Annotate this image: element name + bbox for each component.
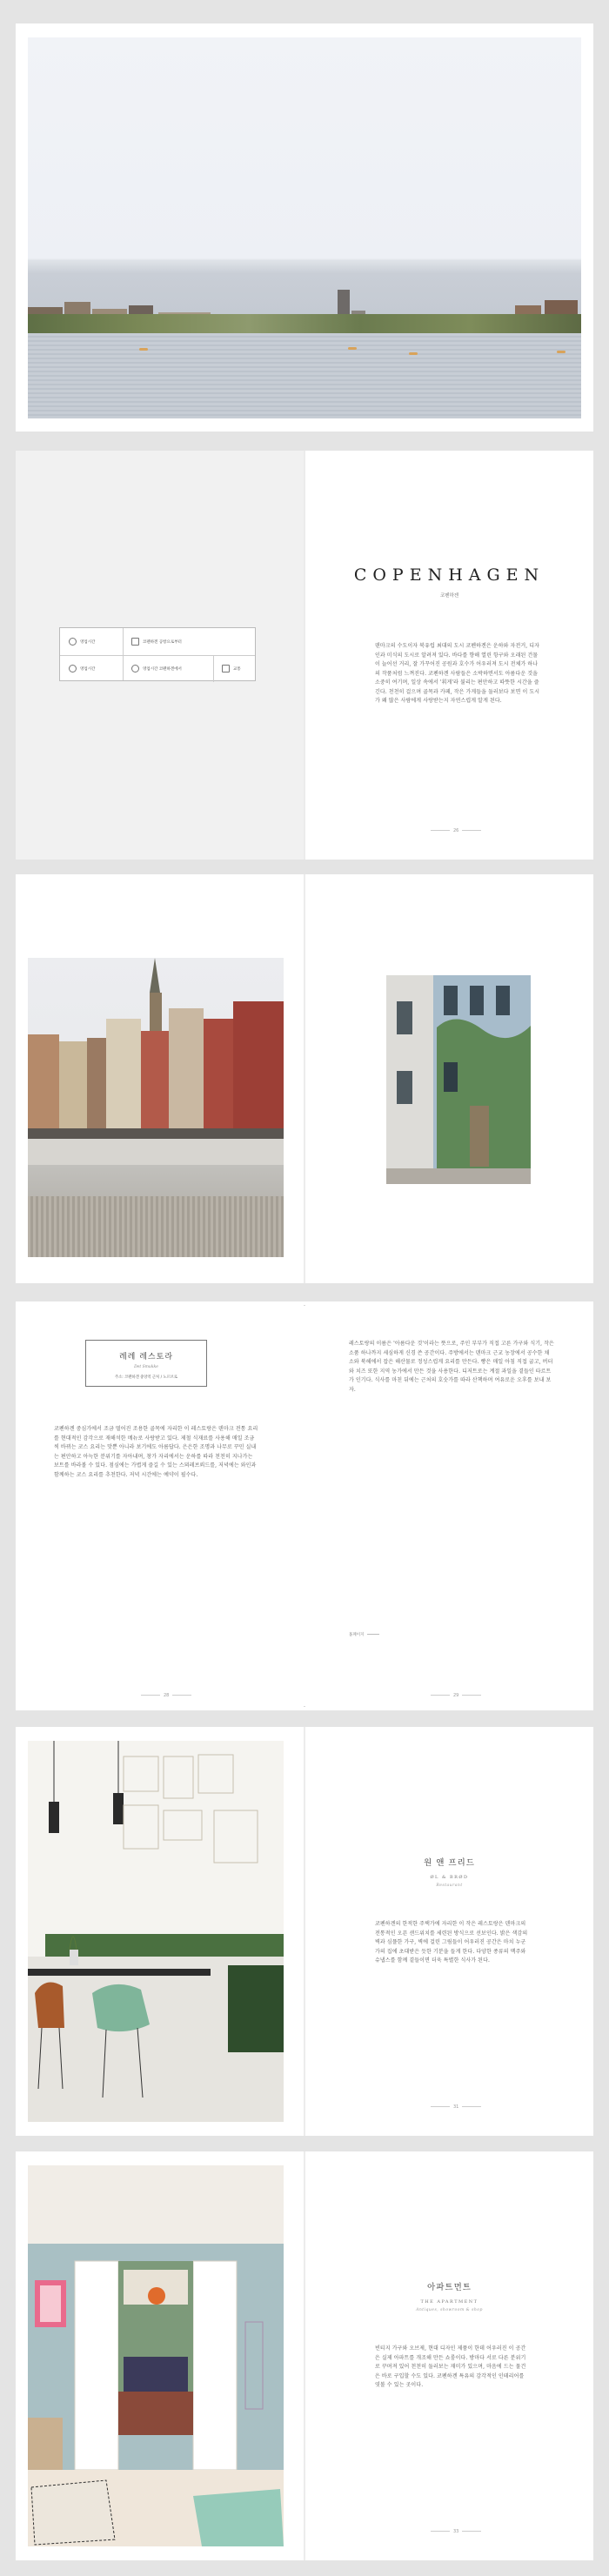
- spread-cafe: [16, 1727, 593, 2136]
- right-page: [305, 1727, 593, 2136]
- left-page: [16, 1727, 304, 2136]
- right-page: [305, 2151, 593, 2560]
- pedal-boat: [348, 347, 357, 350]
- left-page: [16, 1301, 304, 1710]
- legend-item: 교통: [213, 655, 257, 682]
- legend-item: 영업시간 코펜하겐에서: [123, 655, 213, 682]
- cafe-category: Restaurant: [436, 1883, 463, 1888]
- cafe-interior-photo: [28, 1741, 284, 2122]
- restaurant-title-en: Det Smukke: [134, 1365, 158, 1369]
- spread-apartment: [16, 2151, 593, 2560]
- copenhagen-lake-photo: [28, 37, 581, 418]
- pedal-boat: [409, 352, 418, 355]
- restaurant-title-box: [85, 1340, 207, 1387]
- spread-street-photos: [16, 874, 593, 1283]
- cafe-title: 원 앤 프리드: [424, 1858, 475, 1868]
- city-title: COPENHAGEN: [353, 565, 545, 585]
- left-body-text: 코펜하겐 중심가에서 조금 떨어진 조용한 골목에 자리한 이 레스토랑은 덴마크 전통 요리를 현대적인 감각으로 재해석한 메뉴로 사랑받고 있다. 제철 식재료를 사용해 매일 조금씩 바뀌는 코스 요리는 맛뿐 아니라 보기에도 아름답다. 은은한 조명과 나무로 꾸민 실내는 편안하고 아늑한 분위기를 자아내며, 창가 자리에서는 운하를 따라 천천히 지나가는 보트를 바라볼 수 있다. 점심에는 가볍게 즐길 수 있는 스뫼레브뢰드를, 저녁에는 와인과 함께하는 코스 요리를 추천한다. 저녁 시간에는 예약이 필수다.: [54, 1426, 258, 1478]
- pedal-boat: [139, 348, 148, 351]
- shop-body-text: 빈티지 가구와 오브제, 현대 디자인 제품이 한데 어우러진 이 공간은 실제 아파트를 개조해 만든 쇼룸이다. 방마다 서로 다른 분위기로 꾸며져 있어 천천히 둘러보는 재미가 있으며, 마음에 드는 물건은 바로 구입할 수도 있다. 코펜하겐 특유의 감각적인 인테리어를 엿볼 수 있는 곳이다.: [375, 2345, 526, 2388]
- apartment-interior-photo: [28, 2165, 284, 2546]
- page-number: 29: [427, 1693, 485, 1698]
- intro-paragraph: 덴마크의 수도이자 북유럽 최대의 도시 코펜하겐은 운하와 자전거, 디자인과 미식의 도시로 알려져 있다. 바다를 향해 열린 항구와 오래된 건물이 늘어선 거리, 잘 가꾸어진 공원과 호수가 어우러져 도시 전체가 하나의 작품처럼 느껴진다. 코펜하겐 사람들은 소박하면서도 아름다운 것을 소중히 여기며, 일상 속에서 '휘게'라 불리는 편안하고 따뜻한 시간을 즐긴다. 천천히 걸으며 골목과 카페, 작은 가게들을 둘러보다 보면 이 도시가 왜 많은 사람에게 사랑받는지 자연스럽게 알게 된다.: [375, 643, 540, 704]
- right-page: [305, 874, 593, 1283]
- pedal-boat: [557, 351, 566, 353]
- right-page: [305, 451, 593, 860]
- cobblestone: [28, 1196, 284, 1257]
- ivy-house-photo: [386, 975, 531, 1184]
- page-number: 33: [427, 2529, 485, 2534]
- legend-item: 영업시간: [60, 655, 123, 682]
- right-body-text: 레스토랑의 이름은 '아름다운 것'이라는 뜻으로, 주인 부부가 직접 고른 가구와 식기, 작은 소품 하나까지 세심하게 신경 쓴 공간이다. 주방에서는 덴마크 근교 농장에서 공수한 채소와 북해에서 잡은 해산물로 정성스럽게 요리를 만든다. 빵은 매일 아침 직접 굽고, 버터와 치즈 또한 지역 농가에서 만든 것을 사용한다. 디저트로는 계절 과일을 곁들인 타르트가 인기다. 식사를 마친 뒤에는 근처의 호숫가를 따라 산책하며 여유로운 오후를 보내 보자.: [349, 1341, 554, 1393]
- shop-title-en: THE APARTMENT: [420, 2299, 478, 2305]
- spread-restaurant-text: [16, 1301, 593, 1710]
- lake-water: [28, 333, 581, 418]
- icon-legend-box: [59, 627, 256, 681]
- shop-category: Antiques, showroom & shop: [416, 2308, 483, 2312]
- restaurant-address: 주소: 코펜하겐 중앙역 근처 / 노르브로: [115, 1375, 177, 1380]
- cafe-title-en: ØL & BRØD: [430, 1875, 469, 1880]
- legend-item: 코펜하겐 공항으로부터: [123, 628, 257, 655]
- tree-line: [28, 314, 581, 333]
- page-number: 26: [427, 828, 485, 833]
- city-subtitle: 코펜하겐: [439, 593, 459, 599]
- left-page: [16, 2151, 304, 2560]
- clock-icon: [69, 665, 77, 672]
- location-pin-icon: [69, 638, 77, 646]
- cafe-interior-scene: [28, 1741, 284, 2122]
- legend-item: 영업시간: [60, 628, 123, 655]
- apartment-interior-scene: [28, 2165, 284, 2546]
- page-number: 28: [137, 1693, 195, 1698]
- page-number: 31: [427, 2104, 485, 2110]
- globe-icon: [131, 665, 139, 672]
- blue-house-with-ivy: [386, 975, 531, 1184]
- spread-lake-photo: [16, 23, 593, 432]
- left-page: [16, 874, 304, 1283]
- cafe-body-text: 코펜하겐의 한적한 주택가에 자리한 이 작은 레스토랑은 덴마크의 전통적인 오픈 샌드위치를 세련된 방식으로 선보인다. 밝은 색감의 벽과 심플한 가구, 벽에 걸린 그림들이 어우러진 공간은 마치 누군가의 집에 초대받은 듯한 기분을 들게 한다. 다양한 종류의 맥주와 슈냅스를 함께 곁들이면 더욱 특별한 식사가 된다.: [375, 1921, 528, 1964]
- shop-title: 아파트먼트: [427, 2283, 472, 2292]
- spread-copenhagen-intro: [16, 451, 593, 860]
- nyhavn-street-photo: [28, 958, 284, 1257]
- website-note: 홈페이지: [349, 1632, 379, 1637]
- restaurant-title: 레레 레스토라: [118, 1353, 174, 1362]
- left-page: [16, 451, 304, 860]
- metro-icon: [222, 665, 230, 672]
- right-page: [305, 1301, 593, 1710]
- phone-icon: [131, 638, 139, 646]
